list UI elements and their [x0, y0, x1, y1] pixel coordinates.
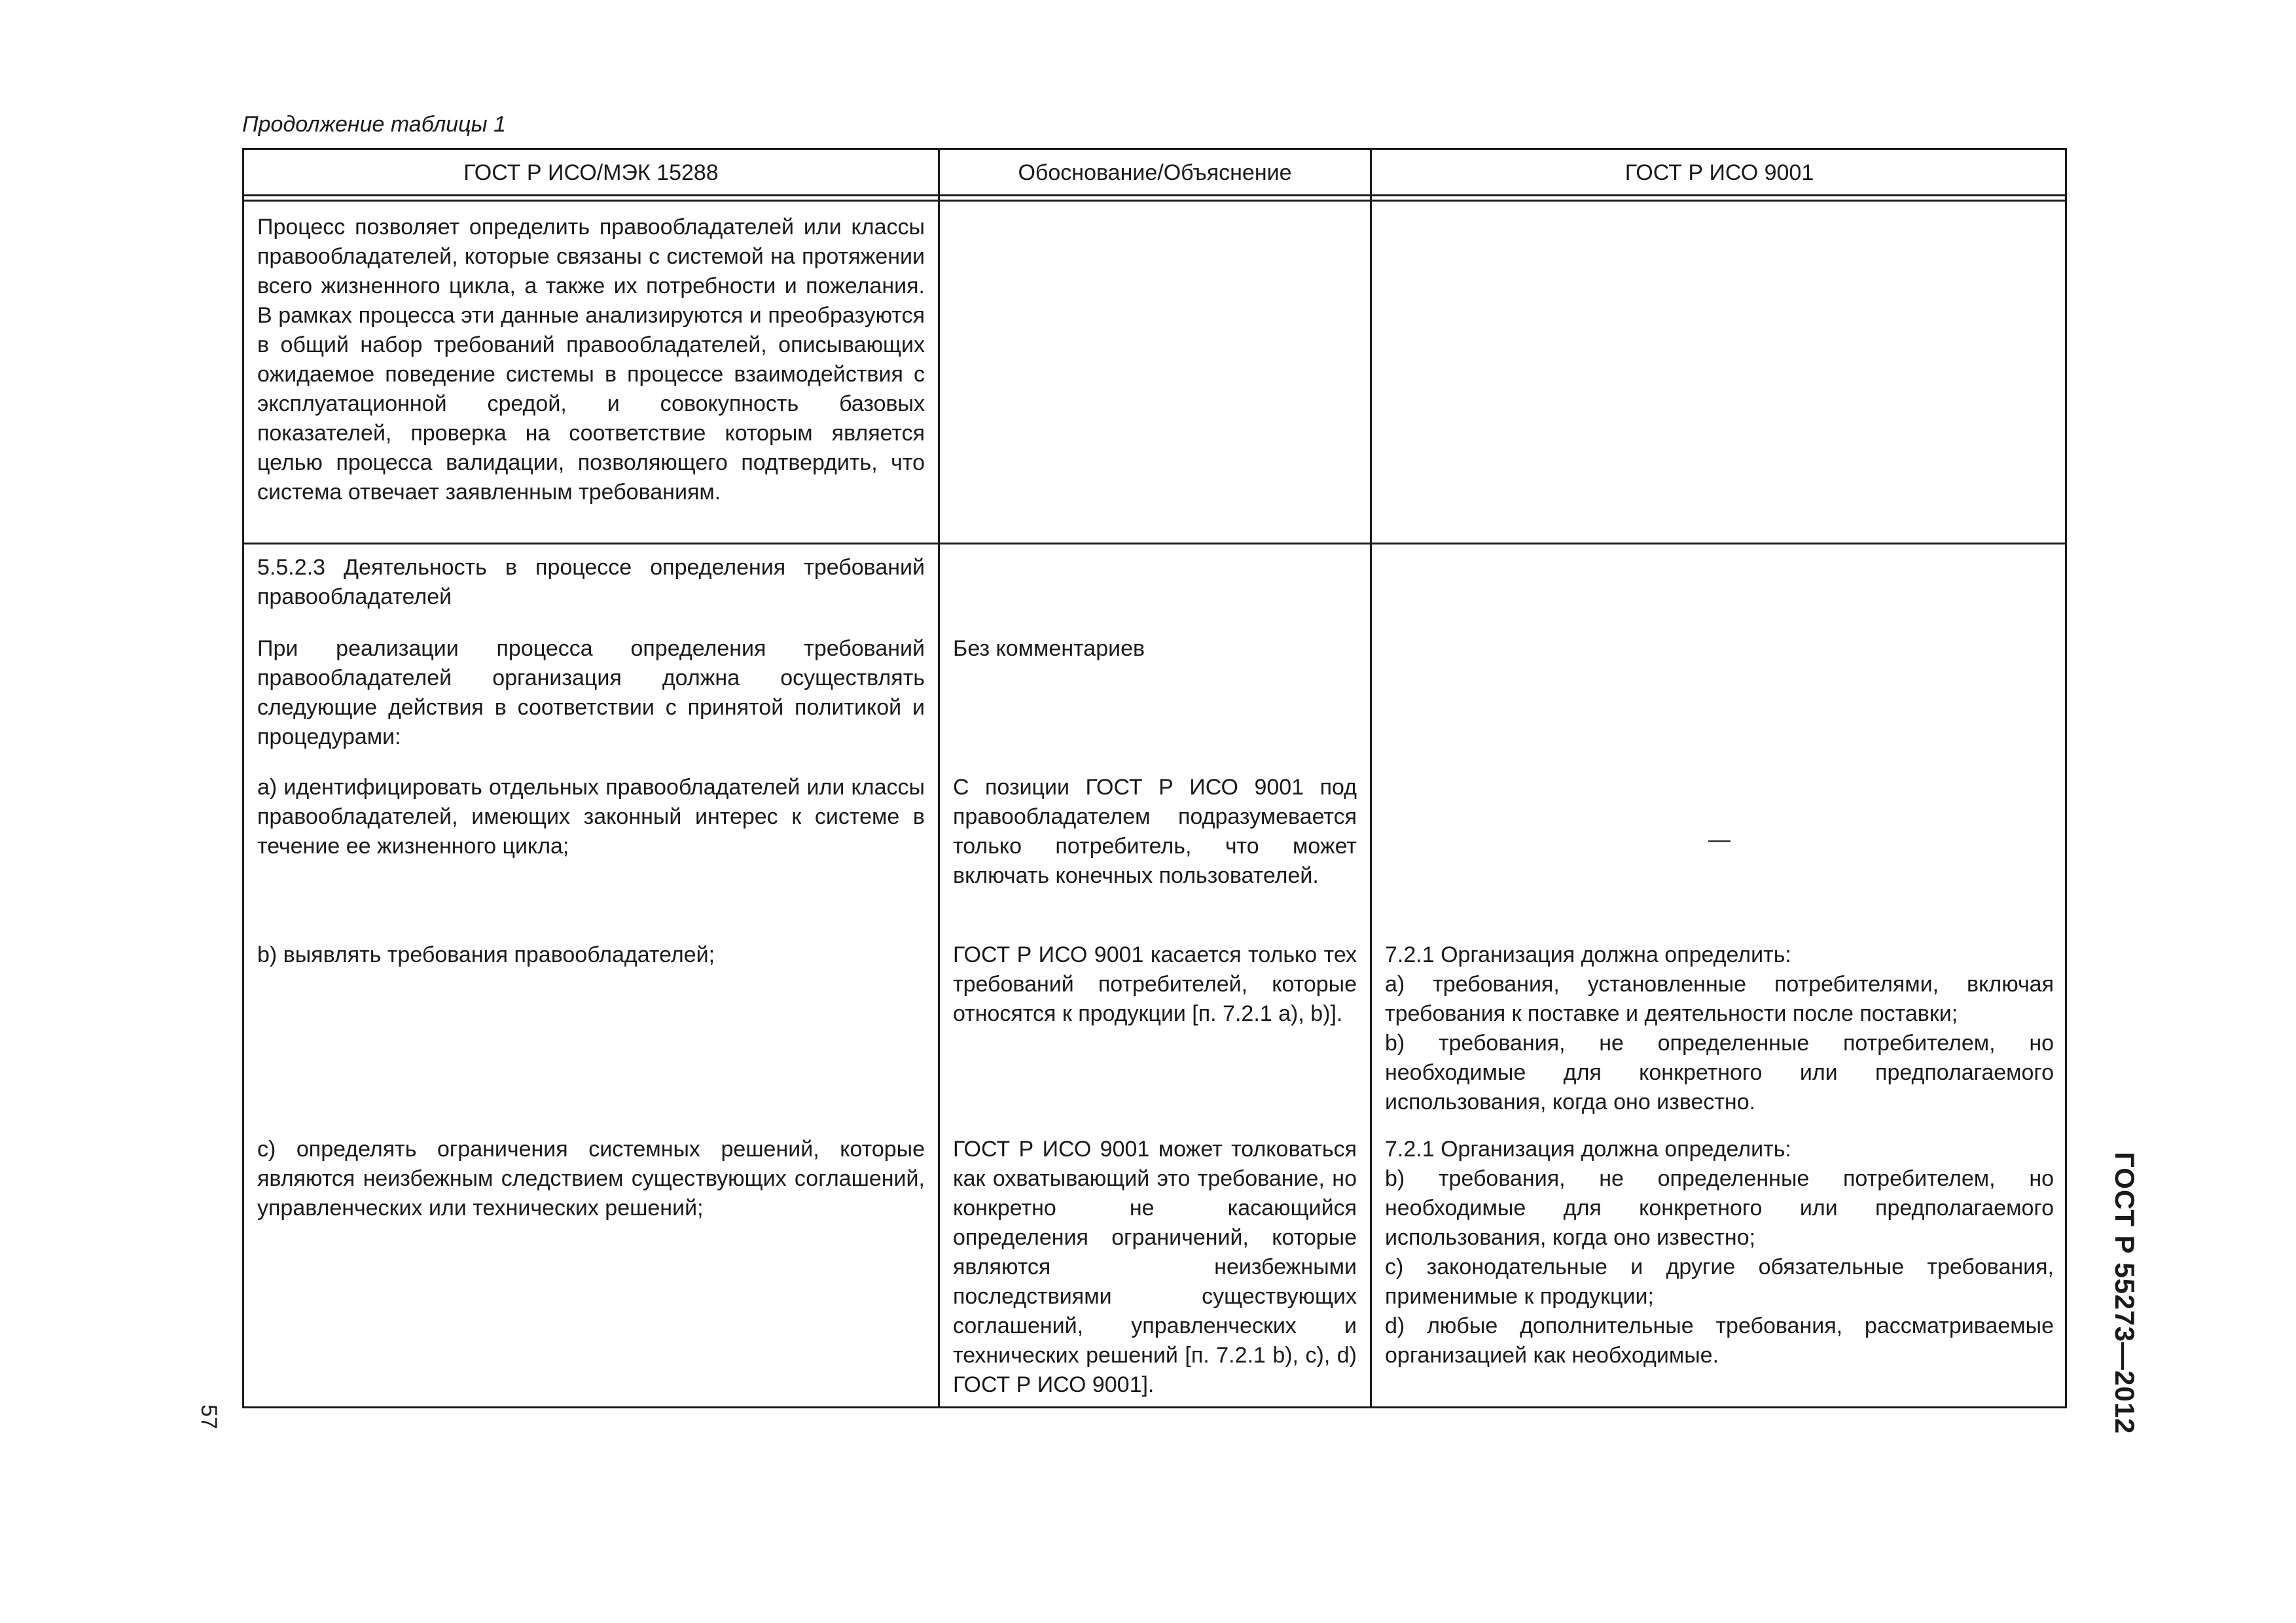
table-continuation-caption: Продолжение таблицы 1: [242, 112, 506, 137]
section-lead-comment: Без комментариев: [953, 636, 1145, 661]
header-col-justification: Обоснование/Объяснение: [1018, 160, 1292, 185]
intro-text: Процесс позволяет определить правообладателей или классы правообладателей, которые связаны с системой на протяжении всего жизненного цикла, а также их потребности и пожелания. В рамках процесса эти данные анализируются и преобразуются в общий набор требований правообладателей, описывающих ожидаемое поведение системы в процессе взаимодействия с эксплуатационной средой, и совокупность базовых показателей, проверка на соответствие которым является целью процесса валидации, позволяющего подтвердить, что система отвечает заявленным требованиям.: [257, 215, 925, 505]
section-lead-text: При реализации процесса определения требований правообладателей организация должна осуществлять следующие действия в соответствии с принятой политикой и процедурами:: [257, 636, 925, 749]
item-b-iso-line: a) требования, установленные потребителями, включая требования к поставке и деятельности после поставки;: [1385, 972, 2054, 1026]
item-b-iso-line: b) требования, не определенные потребителем, но необходимые для конкретного или предполагаемого использования, когда оно известно.: [1385, 1031, 2054, 1115]
item-b-comment: ГОСТ Р ИСО 9001 касается только тех требований потребителей, которые относятся к продукции [п. 7.2.1 а), b)].: [953, 942, 1357, 1026]
item-c-iso-line: d) любые дополнительные требования, рассматриваемые организацией как необходимые.: [1385, 1313, 2054, 1368]
item-a-comment: С позиции ГОСТ Р ИСО 9001 под правообладателем подразумевается только потребитель, что может включать конечных пользователей.: [953, 775, 1357, 888]
item-a-text: а) идентифицировать отдельных правообладателей или классы правообладателей, имеющих законный интерес к системе в течение ее жизненного цикла;: [257, 775, 925, 859]
item-c-iso-clause: [1385, 1135, 2054, 1370]
header-col-gost-iso-iec-15288: ГОСТ Р ИСО/МЭК 15288: [463, 160, 719, 185]
page-number: 57: [196, 1404, 221, 1429]
row-separator: [244, 543, 2065, 544]
comparison-table: [242, 148, 2067, 1408]
item-b-text: b) выявлять требования правообладателей;: [257, 942, 715, 967]
item-c-iso-line: 7.2.1 Организация должна определить:: [1385, 1137, 1791, 1162]
item-c-text: с) определять ограничения системных решений, которые являются неизбежным следствием существующих соглашений, управленческих или технических решений;: [257, 1137, 925, 1221]
standard-designation: ГОСТ Р 55273—2012: [2109, 1152, 2140, 1435]
section-heading: 5.5.2.3 Деятельность в процессе определения требований правообладателей: [257, 555, 925, 609]
item-c-iso-line: b) требования, не определенные потребителем, но необходимые для конкретного или предполагаемого использования, когда оно известно;: [1385, 1166, 2054, 1250]
item-b-iso-line: 7.2.1 Организация должна определить:: [1385, 942, 1791, 967]
column-divider-2: [1370, 150, 1372, 1406]
item-c-iso-line: c) законодательные и другие обязательные требования, применимые к продукции;: [1385, 1255, 2054, 1309]
item-b-iso-clause: [1385, 940, 2054, 1117]
column-divider-1: [938, 150, 940, 1406]
item-c-comment: ГОСТ Р ИСО 9001 может толковаться как охватывающий это требование, но конкретно не касающийся определения ограничений, которые являются неизбежными последствиями существующих соглашений, управленческих и технических решений [п. 7.2.1 b), c), d) ГОСТ Р ИСО 9001].: [953, 1137, 1357, 1397]
header-rule-bottom: [244, 200, 2065, 202]
header-col-gost-iso-9001: ГОСТ Р ИСО 9001: [1624, 160, 1814, 185]
item-a-iso-dash: —: [1708, 827, 1731, 852]
